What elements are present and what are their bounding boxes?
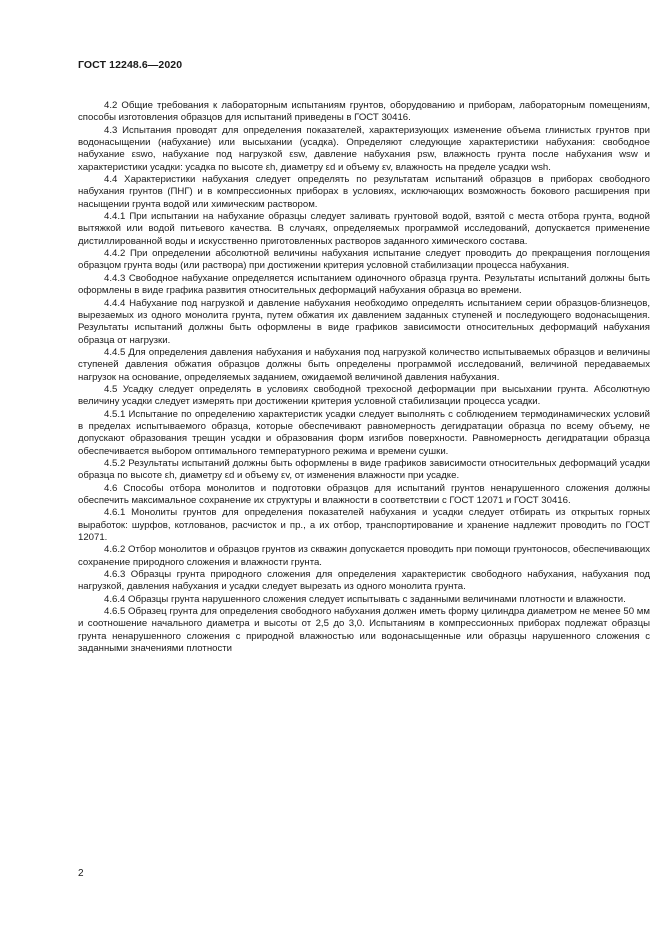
page-header-title: ГОСТ 12248.6—2020 bbox=[78, 59, 183, 71]
paragraph: 4.6.2 Отбор монолитов и образцов грунтов из скважин допускается проводить при помощи грунтоносов, обеспечивающих сохранение природного сложения и влажности грунта. bbox=[78, 544, 650, 568]
paragraph: 4.5 Усадку следует определять в условиях свободной трехосной деформации при высыхании грунта. Абсолютную величину усадки следует измерять при достижении критерия условной стабилизации процесса усадки. bbox=[78, 383, 650, 408]
paragraph: 4.6 Способы отбора монолитов и подготовки образцов для испытаний грунтов ненарушенного сложения должны обеспечить максимальное сохранение их структуры и влажности в соответствии с ГОСТ 12071 и ГОСТ 30416. bbox=[78, 482, 650, 506]
paragraph: 4.4.3 Свободное набухание определяется испытанием одиночного образца грунта. Результаты испытаний должны быть оформлены в виде графика развития относительных деформаций набухания образца во времени. bbox=[78, 272, 650, 297]
paragraph: 4.4 Характеристики набухания следует определять по результатам испытаний образцов в приборах свободного набухания грунтов (ПНГ) и в компрессионных приборах в условиях, исключающих возможность бокового расширения при насыщении грунта водой или химическим раствором. bbox=[78, 174, 650, 210]
document-body bbox=[78, 100, 650, 655]
paragraph: 4.6.3 Образцы грунта природного сложения для определения характеристик свободного набухания, набухания под нагрузкой, давления набухания и усадки следует вырезать из одного монолита грунта. bbox=[78, 569, 650, 593]
paragraph: 4.3 Испытания проводят для определения показателей, характеризующих изменение объема глинистых грунтов при водонасыщении (набухание) или высыхании (усадка). Определяют следующие характеристики набухания: свободное набухание εswo, набухание под нагрузкой εsw, давление набухания psw, влажность грунта после набухания wsw и характеристики усадки: усадка по высоте εh, диаметру εd и объему εv, влажность на пределе усадки wsh. bbox=[78, 124, 650, 173]
paragraph: 4.5.1 Испытание по определению характеристик усадки следует выполнять с соблюдением термодинамических условий в пределах испытываемого образца, которые обеспечивают равномерность дегидратации образца по всему объему, не допускают образования трещин усадки и образования форм изгибов поверхности. Равномерность дегидратации образца обеспечивается выбором оптимального температурного режима и времени сушки. bbox=[78, 408, 650, 457]
paragraph: 4.6.4 Образцы грунта нарушенного сложения следует испытывать с заданными величинами плотности и влажности. bbox=[104, 593, 626, 605]
paragraph: 4.4.1 При испытании на набухание образцы следует заливать грунтовой водой, взятой с места отбора грунта, водной вытяжкой или водой питьевого качества. В случаях, определяемых программой исследований, допускается применение дистиллированной воды и искусственно приготовленных растворов заданного химического состава. bbox=[78, 211, 650, 247]
paragraph: 4.2 Общие требования к лабораторным испытаниям грунтов, оборудованию и приборам, лабораторным помещениям, способы изготовления образцов для испытаний приведены в ГОСТ 30416. bbox=[78, 100, 650, 124]
paragraph: 4.4.4 Набухание под нагрузкой и давление набухания необходимо определять испытанием серии образцов-близнецов, вырезаемых из одного монолита грунта, путем обжатия их давлением заданных ступеней и последующего водонасыщения. Результаты испытаний должны быть оформлены в виде графиков зависимости относительных деформаций набухания образца от нагрузки. bbox=[78, 297, 650, 346]
page-number: 2 bbox=[78, 868, 84, 879]
paragraph: 4.4.5 Для определения давления набухания и набухания под нагрузкой количество испытываемых образцов и величины ступеней давления обжатия образцов должны быть определены программой исследований, величиной передаваемых нагрузок на основание, определяемых заданием, ожидаемой величиной давления набухания. bbox=[78, 346, 650, 383]
paragraph: 4.6.5 Образец грунта для определения свободного набухания должен иметь форму цилиндра диаметром не менее 50 мм и соотношение начального диаметра и высоты от 2,5 до 3,0. Испытаниям в компрессионных приборах подлежат образцы грунта ненарушенного сложения с природной влажностью или водонасыщенные или образцы нарушенного сложения с заданными значениями плотности bbox=[78, 606, 650, 655]
paragraph: 4.4.2 При определении абсолютной величины набухания испытание следует проводить до прекращения поглощения образцом грунта воды (или раствора) при достижении критерия условной стабилизации процесса набухания. bbox=[78, 248, 650, 272]
paragraph: 4.5.2 Результаты испытаний должны быть оформлены в виде графиков зависимости относительных деформаций усадки образца по высоте εh, диаметру εd и объему εv, от изменения влажности при усадке. bbox=[78, 457, 650, 482]
paragraph: 4.6.1 Монолиты грунтов для определения показателей набухания и усадки следует отбирать из открытых горных выработок: шурфов, котлованов, расчисток и пр., а их отбор, транспортирование и хранение надлежит проводить по ГОСТ 12071. bbox=[78, 507, 650, 544]
